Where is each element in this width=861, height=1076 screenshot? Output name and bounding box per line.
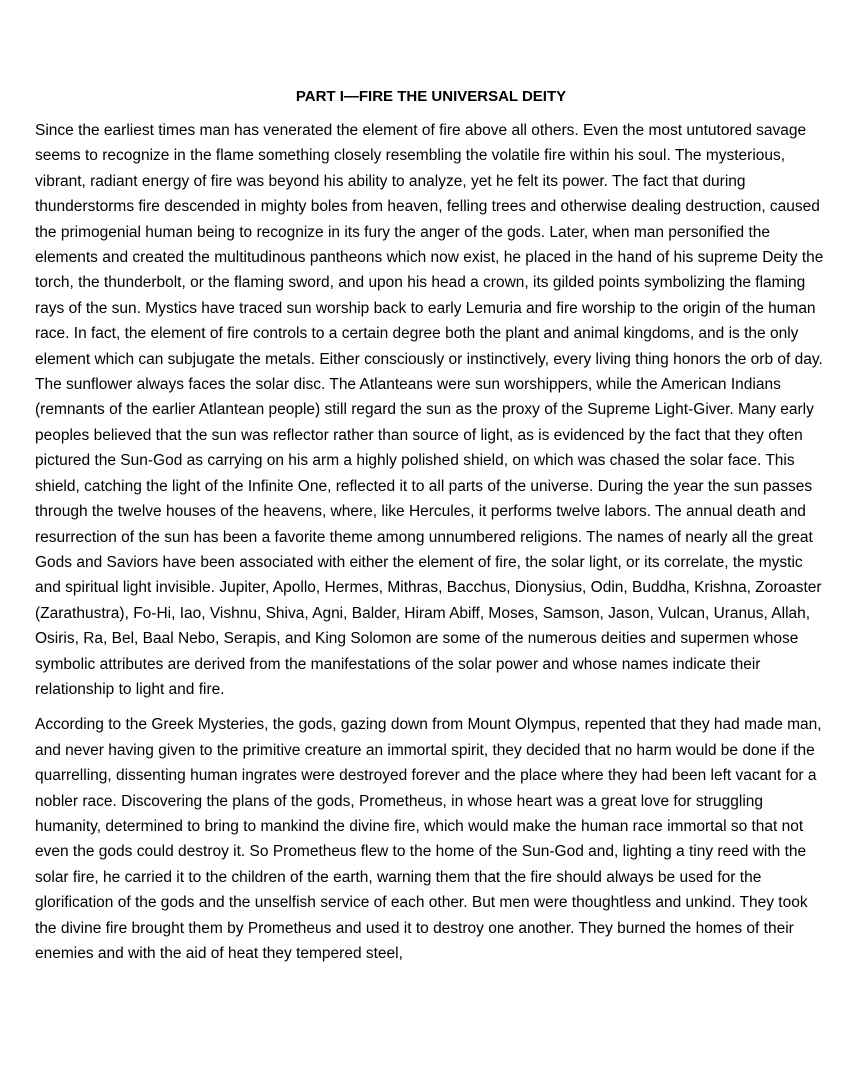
document-page: [35, 84, 827, 976]
paragraph-prometheus: According to the Greek Mysteries, the gods, gazing down from Mount Olympus, repented that they had made man, and never having given to the primitive creature an immortal spirit, they decided that no harm would be done if the quarrelling, dissenting human ingrates were destroyed forever and the place where they had been left vacant for a nobler race. Discovering the plans of the gods, Prometheus, in whose heart was a great love for struggling humanity, determined to bring to mankind the divine fire, which would make the human race immortal so that not even the gods could destroy it. So Prometheus flew to the home of the Sun-God and, lighting a tiny reed with the solar fire, he carried it to the children of the earth, warning them that the fire should always be used for the glorification of the gods and the unselfish service of each other. But men were thoughtless and unkind. They took the divine fire brought them by Prometheus and used it to destroy one another. They burned the homes of their enemies and with the aid of heat they tempered steel,: [35, 716, 822, 962]
paragraph-fire-worship: Since the earliest times man has venerated the element of fire above all others. Even the most untutored savage seems to recognize in the flame something closely resembling the volatile fire within his soul. The mysterious, vibrant, radiant energy of fire was beyond his ability to analyze, yet he felt its power. The fact that during thunderstorms fire descended in mighty boles from heaven, felling trees and otherwise dealing destruction, caused the primogenial human being to recognize in its fury the anger of the gods. Later, when man personified the elements and created the multitudinous pantheons which now exist, he placed in the hand of his supreme Deity the torch, the thunderbolt, or the flaming sword, and upon his head a crown, its gilded points symbolizing the flaming rays of the sun. Mystics have traced sun worship back to early Lemuria and fire worship to the origin of the human race. In fact, the element of fire controls to a certain degree both the plant and animal kingdoms, and is the only element which can subjugate the metals. Either consciously or instinctively, every living thing honors the orb of day. The sunflower always faces the solar disc. The Atlanteans were sun worshippers, while the American Indians (remnants of the earlier Atlantean people) still regard the sun as the proxy of the Supreme Light-Giver. Many early peoples believed that the sun was reflector rather than source of light, as is evidenced by the fact that they often pictured the Sun-God as carrying on his arm a highly polished shield, on which was chased the solar face. This shield, catching the light of the Infinite One, reflected it to all parts of the universe. During the year the sun passes through the twelve houses of the heavens, where, like Hercules, it performs twelve labors. The annual death and resurrection of the sun has been a favorite theme among unnumbered religions. The names of nearly all the great Gods and Saviors have been associated with either the element of fire, the solar light, or its correlate, the mystic and spiritual light invisible. Jupiter, Apollo, Hermes, Mithras, Bacchus, Dionysius, Odin, Buddha, Krishna, Zoroaster (Zarathustra), Fo-Hi, Iao, Vishnu, Shiva, Agni, Balder, Hiram Abiff, Moses, Samson, Jason, Vulcan, Uranus, Allah, Osiris, Ra, Bel, Baal Nebo, Serapis, and King Solomon are some of the numerous deities and supermen whose symbolic attributes are derived from the manifestations of the solar power and whose names indicate their relationship to light and fire.: [35, 122, 824, 698]
page-title: PART I—FIRE THE UNIVERSAL DEITY: [295, 88, 567, 105]
